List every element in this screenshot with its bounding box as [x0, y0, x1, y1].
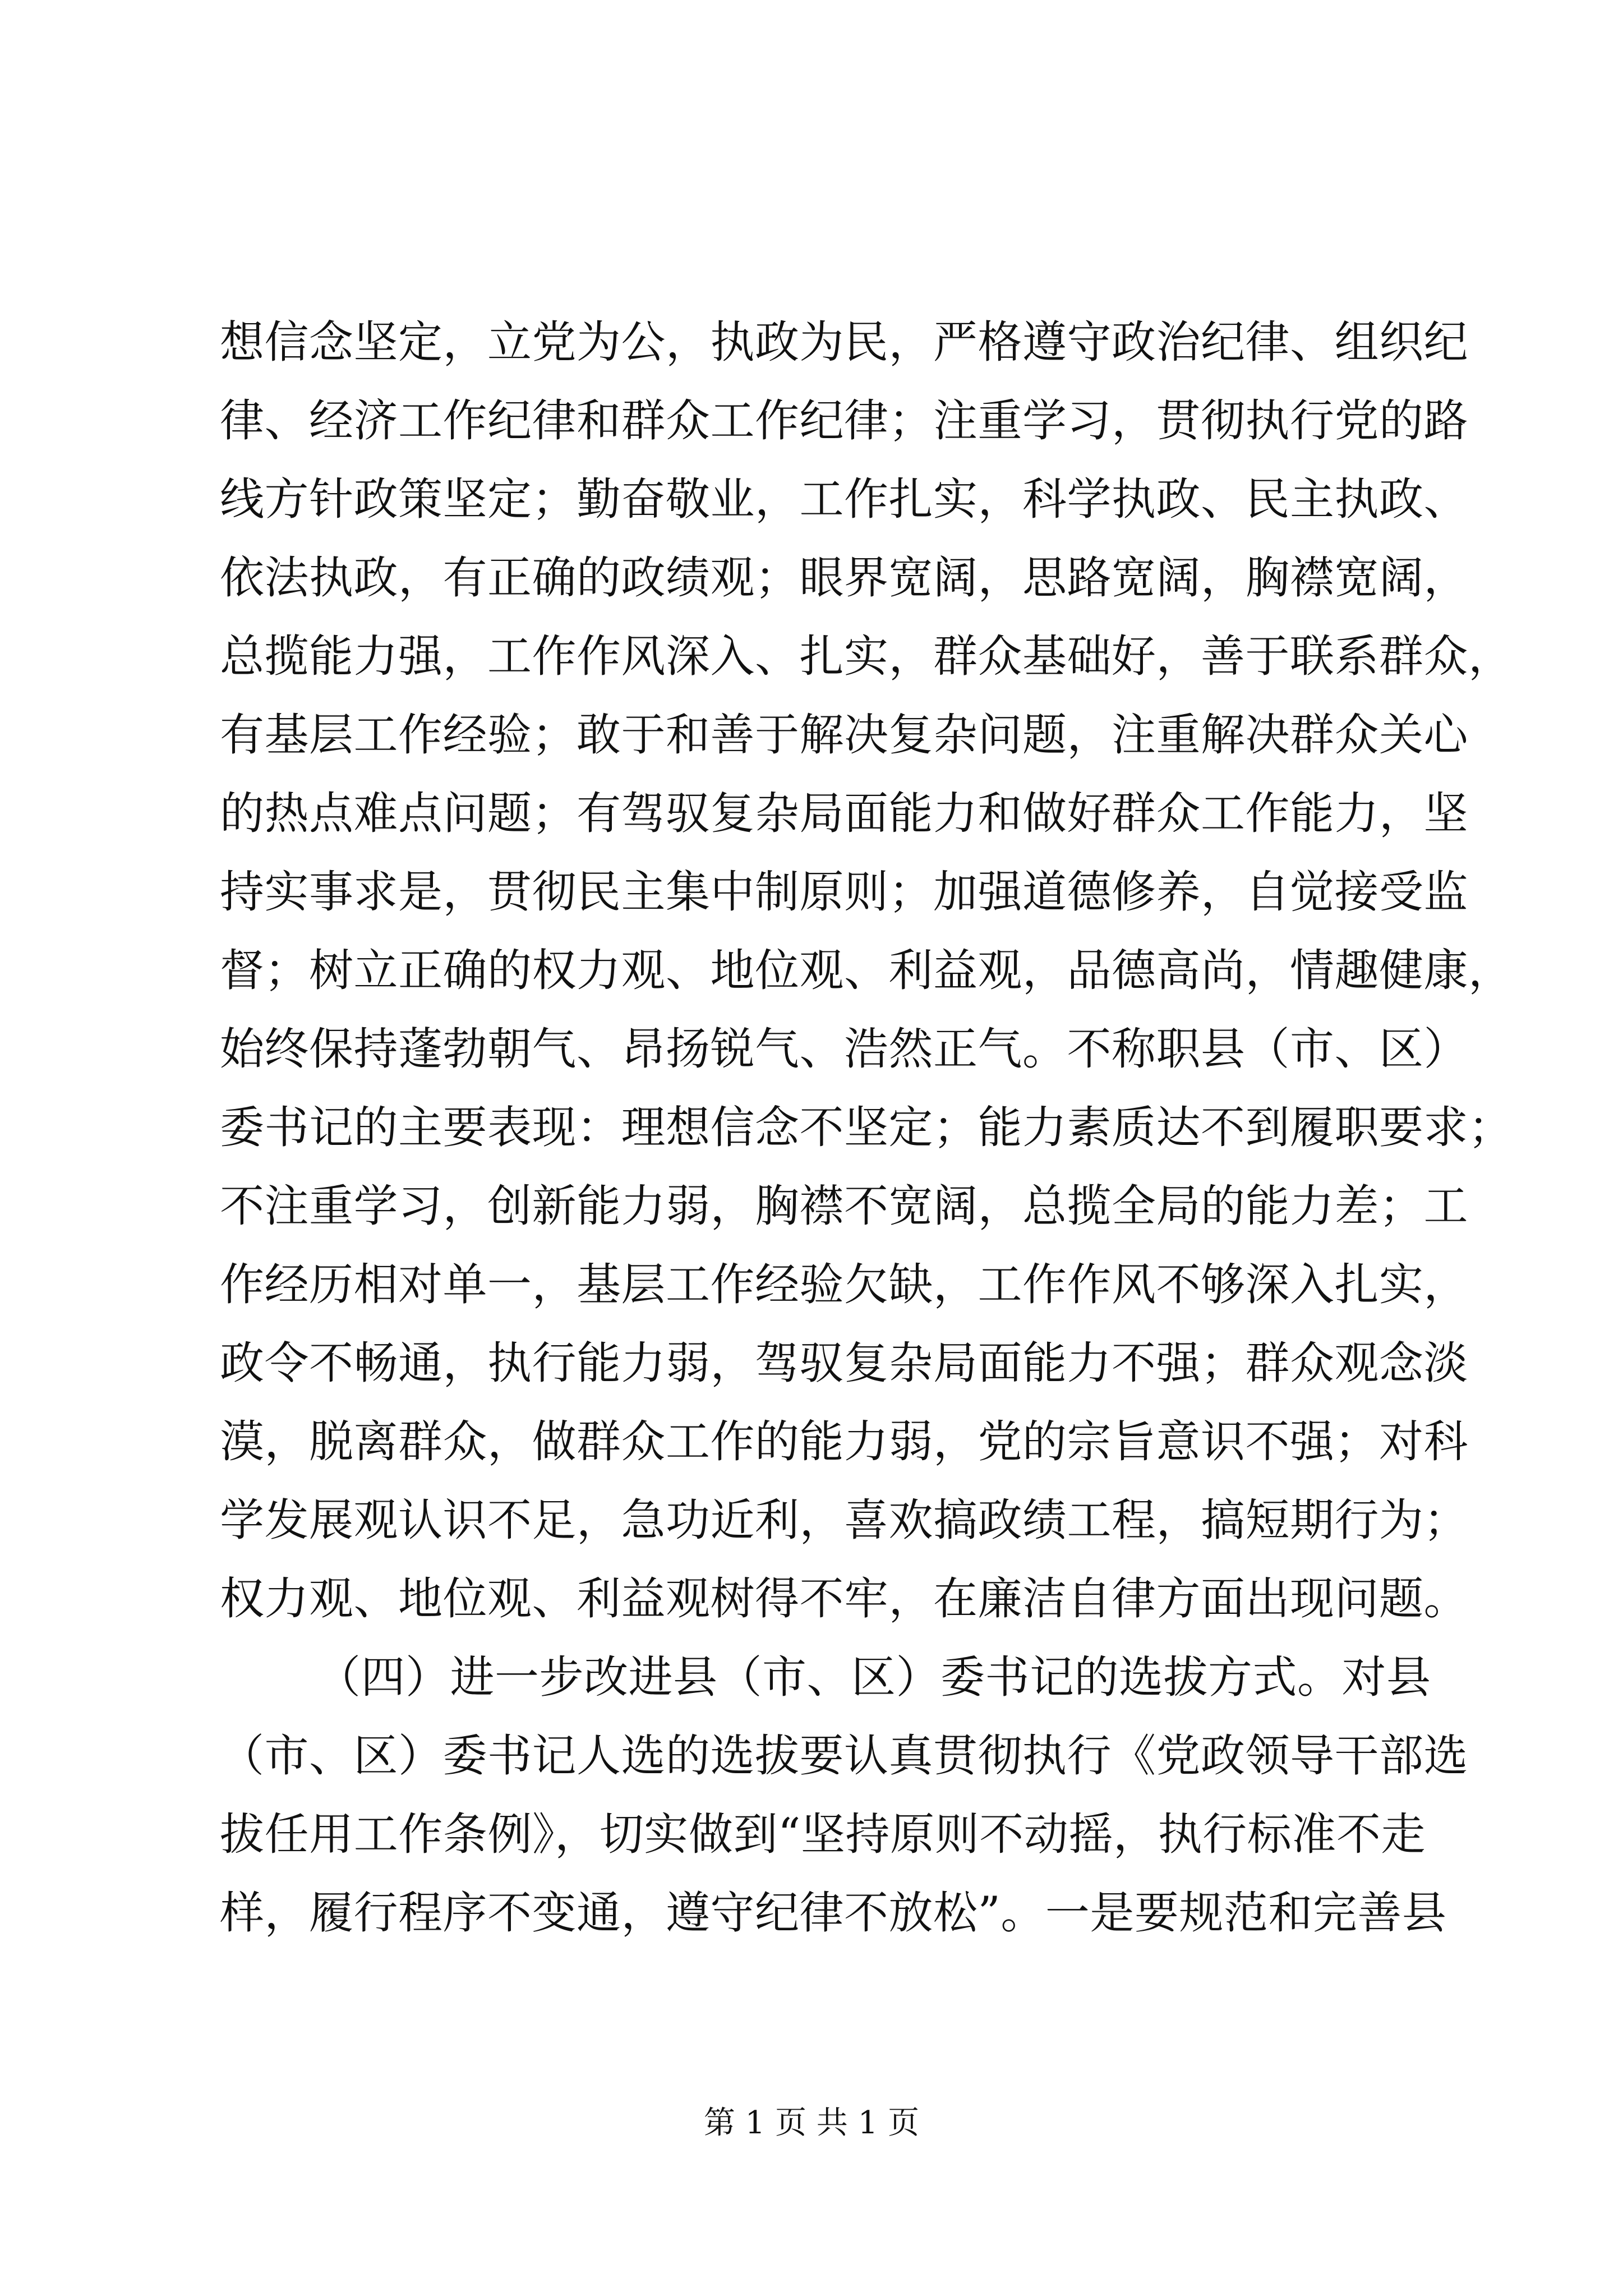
text-line: 律、经济工作纪律和群众工作纪律；注重学习，贯彻执行党的路 [220, 395, 1468, 447]
text-line: 作经历相对单一，基层工作经验欠缺，工作作风不够深入扎实， [220, 1259, 1468, 1310]
page-footer [0, 2101, 1623, 2146]
text-line: 漠，脱离群众，做群众工作的能力弱，党的宗旨意识不强；对科 [220, 1416, 1468, 1467]
text-line: 依法执政，有正确的政绩观；眼界宽阔，思路宽阔，胸襟宽阔， [220, 552, 1468, 604]
text-line: （市、区）委书记人选的选拔要认真贯彻执行《党政领导干部选 [220, 1730, 1468, 1782]
page-number-label: 第 1 页 共 1 页 [703, 2105, 920, 2141]
text-line: 持实事求是，贯彻民主集中制原则；加强道德修养，自觉接受监 [220, 866, 1468, 918]
text-line: 委书记的主要表现：理想信念不坚定；能力素质达不到履职要求； [220, 1102, 1513, 1153]
text-line: 总揽能力强，工作作风深入、扎实，群众基础好，善于联系群众， [220, 631, 1513, 682]
text-line: 线方针政策坚定；勤奋敬业，工作扎实，科学执政、民主执政、 [220, 473, 1468, 525]
text-line: 政令不畅通，执行能力弱，驾驭复杂局面能力不强；群众观念淡 [220, 1337, 1468, 1389]
text-line: 督；树立正确的权力观、地位观、利益观，品德高尚，情趣健康， [220, 945, 1513, 996]
text-line: 有基层工作经验；敢于和善于解决复杂问题，注重解决群众关心 [220, 709, 1468, 761]
text-line: 不注重学习，创新能力弱，胸襟不宽阔，总揽全局的能力差；工 [220, 1180, 1468, 1232]
text-line: 始终保持蓬勃朝气、昂扬锐气、浩然正气。不称职县（市、区） [220, 1023, 1468, 1075]
text-line: 学发展观认识不足，急功近利，喜欢搞政绩工程，搞短期行为； [220, 1494, 1468, 1546]
section-heading-line: （四）进一步改进县（市、区）委书记的选拔方式。对县 [316, 1651, 1431, 1703]
text-line: 想信念坚定，立党为公，执政为民，严格遵守政治纪律、组织纪 [220, 316, 1468, 368]
text-line: 的热点难点问题；有驾驭复杂局面能力和做好群众工作能力，坚 [220, 788, 1468, 839]
text-line: 拔任用工作条例》，切实做到“坚持原则不动摇，执行标准不走 [220, 1809, 1426, 1860]
text-line: 权力观、地位观、利益观树得不牢，在廉洁自律方面出现问题。 [220, 1573, 1468, 1625]
text-line: 样，履行程序不变通，遵守纪律不放松”。一是要规范和完善县 [220, 1887, 1447, 1939]
